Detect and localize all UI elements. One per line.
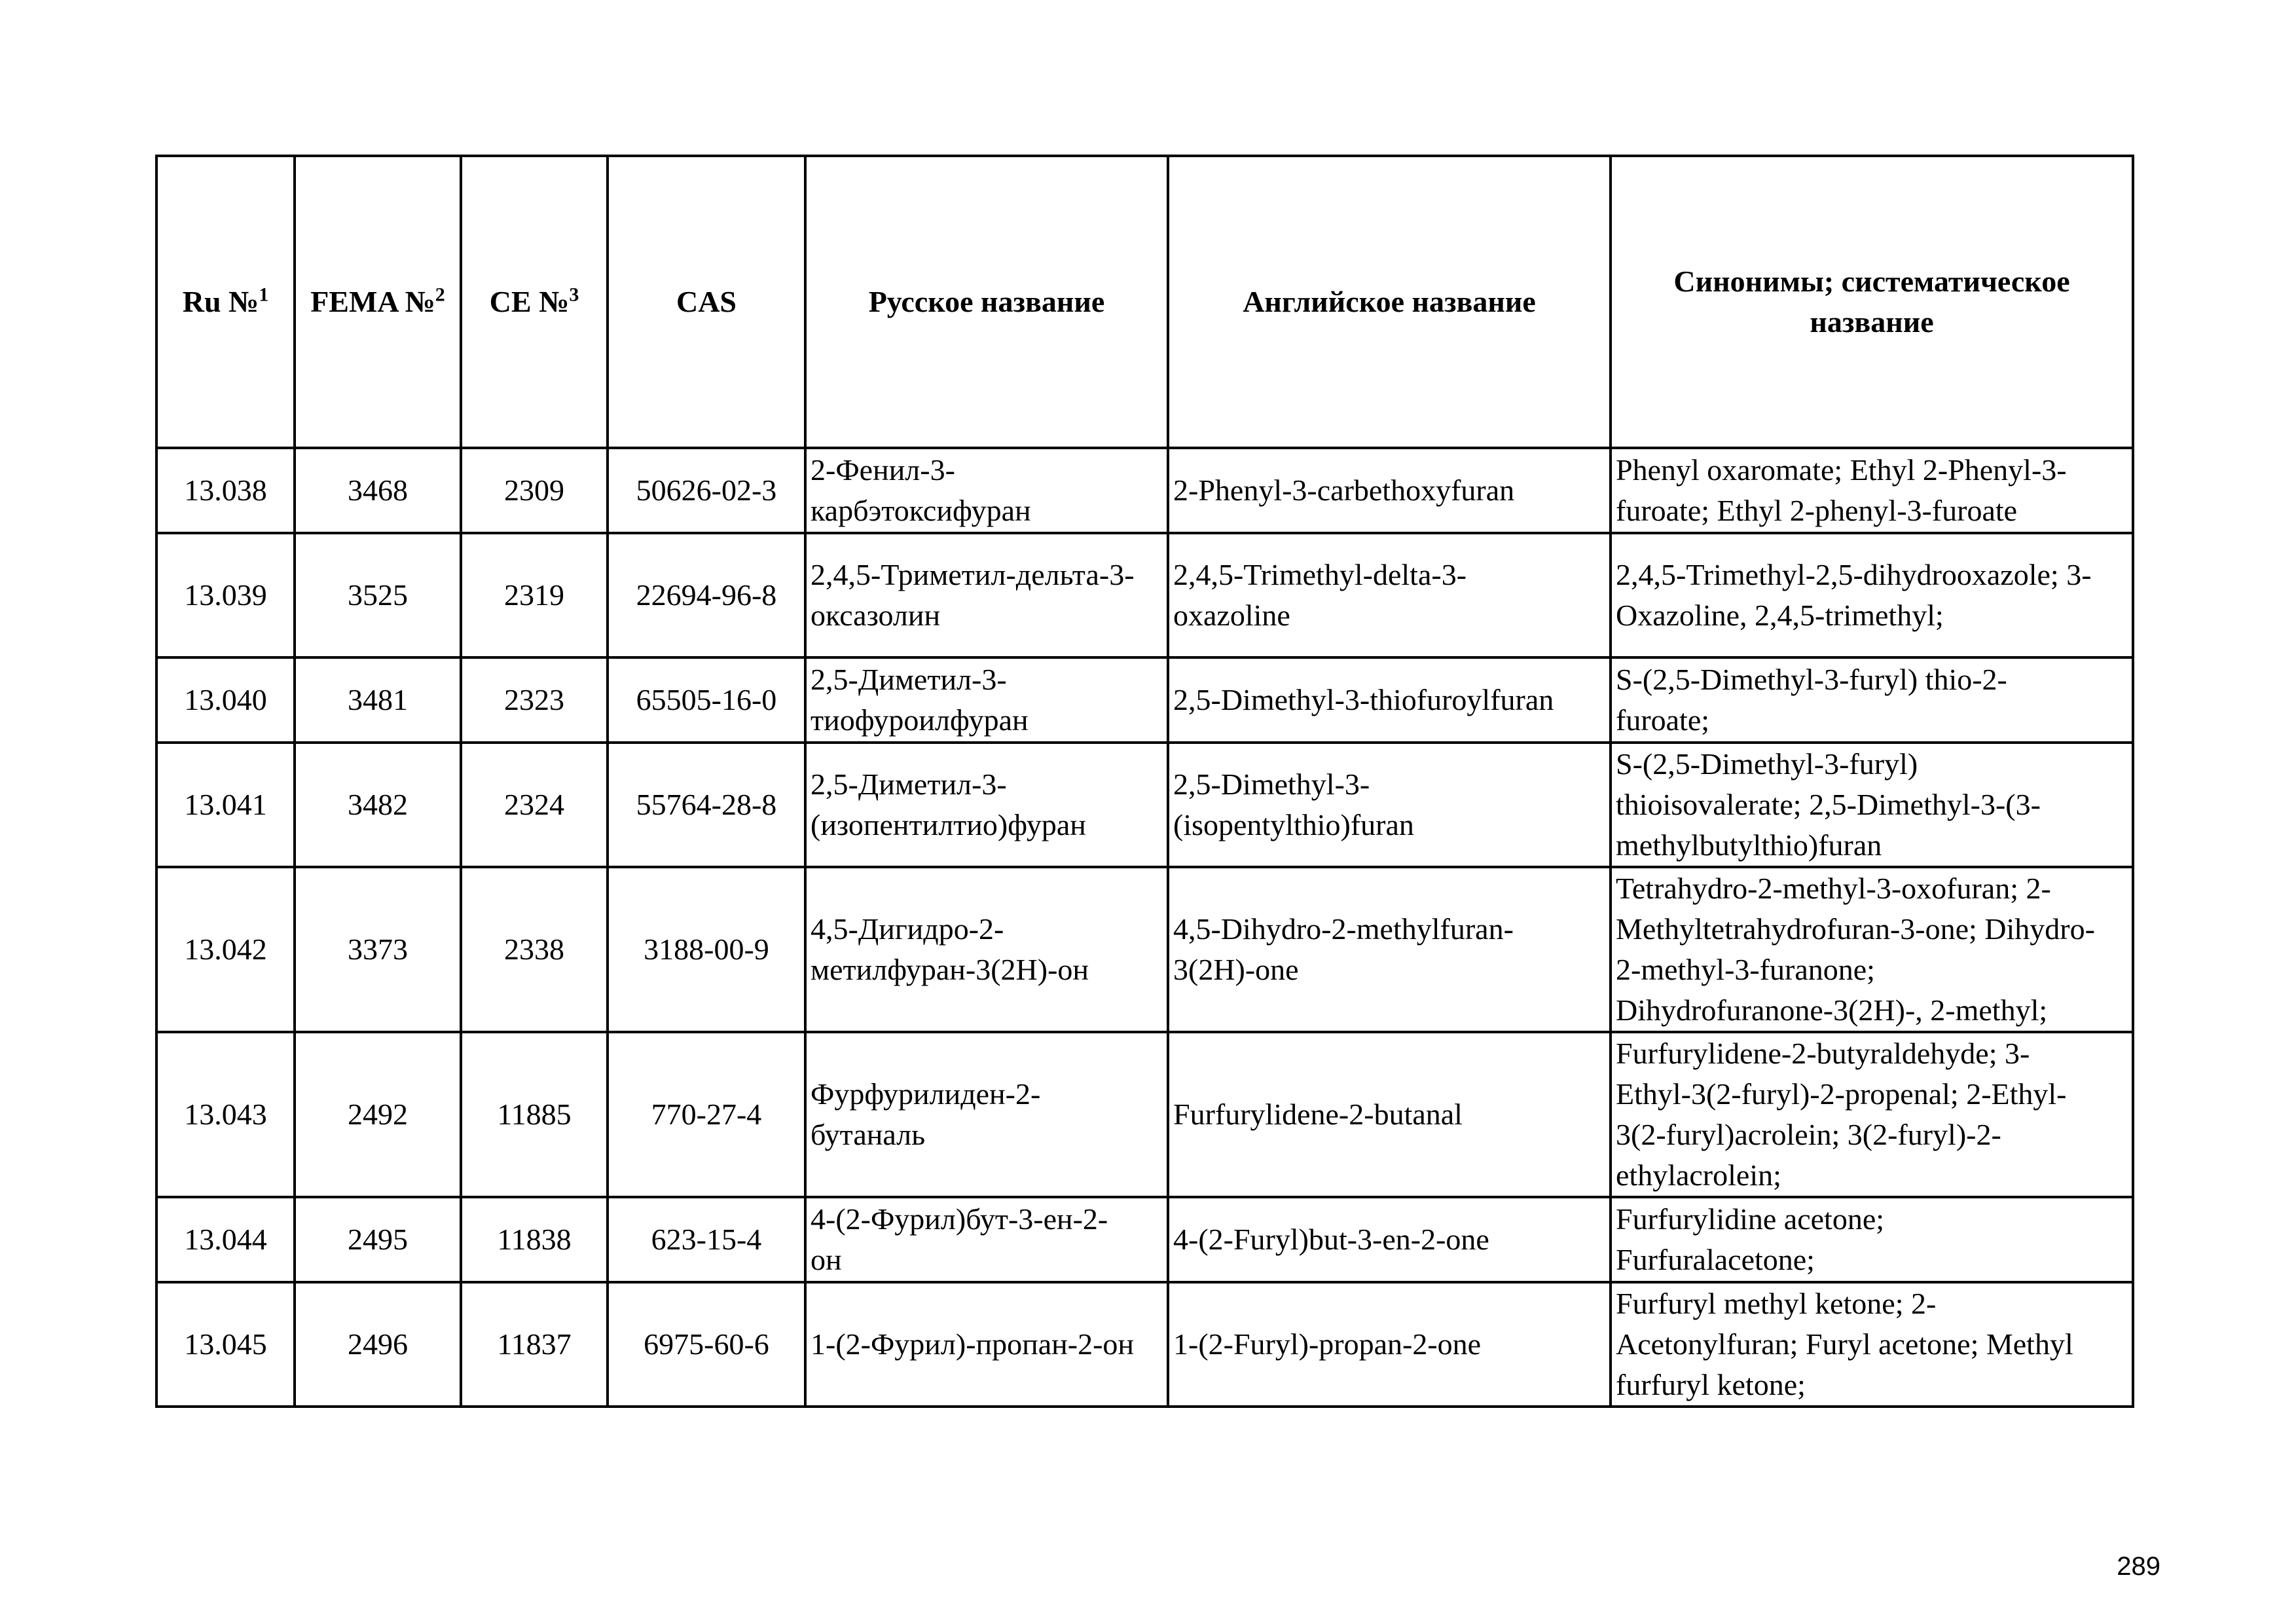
synonyms-cell — [1611, 867, 2133, 1032]
cell-text-line: thioisovalerate; 2,5-Dimethyl-3-(3- — [1616, 788, 2041, 821]
fema-no-cell: 2492 — [295, 1032, 461, 1197]
synonyms-cell — [1611, 657, 2133, 743]
cell-text-line: 2,4,5-Триметил-дельта-3- — [811, 558, 1135, 591]
ce-no-cell: 11838 — [461, 1197, 608, 1282]
fema-no-cell: 3373 — [295, 867, 461, 1032]
ce-no-cell: 2309 — [461, 448, 608, 533]
cell-text-line: 4-(2-Фурил)бут-3-ен-2- — [811, 1202, 1108, 1236]
synonyms-cell — [1611, 1197, 2133, 1282]
col-header-synonyms: Синонимы; систематическое название — [1611, 156, 2133, 448]
synonyms-cell — [1611, 448, 2133, 533]
cell-text-line: furoate; Ethyl 2-phenyl-3-furoate — [1616, 494, 2018, 527]
cell-text-line: оксазолин — [811, 599, 941, 632]
ce-no-cell: 2338 — [461, 867, 608, 1032]
cell-text-line: S-(2,5-Dimethyl-3-furyl) — [1616, 747, 1918, 781]
cas-cell: 65505-16-0 — [608, 657, 805, 743]
english-name-cell — [1168, 1197, 1611, 1282]
table-row — [156, 657, 2133, 743]
cell-text-line: (isopentylthio)furan — [1173, 808, 1414, 841]
table-row — [156, 743, 2133, 867]
russian-name-cell — [805, 533, 1168, 657]
russian-name-cell — [805, 743, 1168, 867]
col-header-ce-no: CE №$^3$ — [461, 156, 608, 448]
cell-text-line: Ethyl-3(2-furyl)-2-propenal; 2-Ethyl- — [1616, 1077, 2067, 1111]
cell-text-line: Methyltetrahydrofuran-3-one; Dihydro- — [1616, 912, 2095, 946]
cell-text-line: 2,5-Dimethyl-3- — [1173, 767, 1370, 801]
fema-no-cell: 3468 — [295, 448, 461, 533]
cell-text-line: Acetonylfuran; Furyl acetone; Methyl — [1616, 1327, 2073, 1361]
cell-text-line: 4,5-Дигидро-2- — [811, 912, 1004, 946]
cell-text-line: 4,5-Dihydro-2-methylfuran- — [1173, 912, 1514, 946]
cell-text-line: furfuryl ketone; — [1616, 1368, 1806, 1401]
cas-cell: 6975-60-6 — [608, 1282, 805, 1407]
fema-no-cell: 2495 — [295, 1197, 461, 1282]
col-header-ru-no: Ru №$^1$ — [156, 156, 295, 448]
table-row — [156, 867, 2133, 1032]
col-header-english-name: Английское название — [1168, 156, 1611, 448]
cell-text-line: 2,4,5-Trimethyl-2,5-dihydrooxazole; 3- — [1616, 558, 2092, 591]
ce-no-cell: 2323 — [461, 657, 608, 743]
russian-name-cell — [805, 448, 1168, 533]
page-number: 289 — [2117, 1552, 2160, 1581]
russian-name-cell — [805, 1282, 1168, 1407]
cell-text-line: метилфуран-3(2H)-он — [811, 953, 1089, 986]
cell-text-line: (изопентилтио)фуран — [811, 808, 1086, 841]
ru-no-cell: 13.039 — [156, 533, 295, 657]
cas-cell: 3188-00-9 — [608, 867, 805, 1032]
english-name-cell — [1168, 448, 1611, 533]
fema-no-cell: 2496 — [295, 1282, 461, 1407]
english-name-cell — [1168, 533, 1611, 657]
cell-text-line: он — [811, 1243, 842, 1276]
ru-no-cell: 13.041 — [156, 743, 295, 867]
russian-name-cell — [805, 1197, 1168, 1282]
table-row — [156, 1282, 2133, 1407]
cell-text-line: 2,5-Dimethyl-3-thiofuroylfuran — [1173, 683, 1554, 716]
ce-no-cell: 11837 — [461, 1282, 608, 1407]
col-header-cas: CAS — [608, 156, 805, 448]
cell-text-line: бутаналь — [811, 1118, 926, 1151]
cas-cell: 770-27-4 — [608, 1032, 805, 1197]
cell-text-line: тиофуроилфуран — [811, 703, 1029, 737]
cell-text-line: S-(2,5-Dimethyl-3-furyl) thio-2- — [1616, 663, 2007, 696]
synonyms-cell — [1611, 533, 2133, 657]
flavor-substances-table — [155, 155, 2134, 1408]
cell-text-line: 2,4,5-Trimethyl-delta-3- — [1173, 558, 1467, 591]
cas-cell: 623-15-4 — [608, 1197, 805, 1282]
cell-text-line: 1-(2-Фурил)-пропан-2-он — [811, 1327, 1135, 1361]
cell-text-line: 2,5-Диметил-3- — [811, 663, 1007, 696]
synonyms-cell — [1611, 1032, 2133, 1197]
ru-no-cell: 13.038 — [156, 448, 295, 533]
cell-text-line: Furfuralacetone; — [1616, 1243, 1815, 1276]
russian-name-cell — [805, 657, 1168, 743]
ce-no-cell: 11885 — [461, 1032, 608, 1197]
ru-no-cell: 13.040 — [156, 657, 295, 743]
col-header-russian-name: Русское название — [805, 156, 1168, 448]
english-name-cell — [1168, 867, 1611, 1032]
ce-no-cell: 2324 — [461, 743, 608, 867]
cas-cell: 22694-96-8 — [608, 533, 805, 657]
cell-text-line: Dihydrofuranone-3(2H)-, 2-methyl; — [1616, 993, 2048, 1027]
ru-no-cell: 13.045 — [156, 1282, 295, 1407]
ce-no-cell: 2319 — [461, 533, 608, 657]
english-name-cell — [1168, 657, 1611, 743]
cell-text-line: 2,5-Диметил-3- — [811, 767, 1007, 801]
russian-name-cell — [805, 867, 1168, 1032]
ru-no-cell: 13.042 — [156, 867, 295, 1032]
col-header-fema-no: FEMA №$^2$ — [295, 156, 461, 448]
table-row — [156, 1032, 2133, 1197]
cell-text-line: Furfurylidene-2-butyraldehyde; 3- — [1616, 1037, 2030, 1070]
fema-no-cell: 3481 — [295, 657, 461, 743]
cell-text-line: Furfurylidene-2-butanal — [1173, 1098, 1463, 1131]
ru-no-cell: 13.043 — [156, 1032, 295, 1197]
cell-text-line: methylbutylthio)furan — [1616, 828, 1882, 862]
cell-text-line: oxazoline — [1173, 599, 1290, 632]
fema-no-cell: 3482 — [295, 743, 461, 867]
cell-text-line: Furfurylidine acetone; — [1616, 1202, 1885, 1236]
table-row — [156, 448, 2133, 533]
cell-text-line: Phenyl oxaromate; Ethyl 2-Phenyl-3- — [1616, 453, 2067, 487]
cell-text-line: 2-Фенил-3- — [811, 453, 955, 487]
cell-text-line: 4-(2-Furyl)but-3-en-2-one — [1173, 1223, 1489, 1256]
cell-text-line: 1-(2-Furyl)-propan-2-one — [1173, 1327, 1482, 1361]
russian-name-cell — [805, 1032, 1168, 1197]
cell-text-line: Фурфурилиден-2- — [811, 1077, 1041, 1111]
english-name-cell — [1168, 1032, 1611, 1197]
fema-no-cell: 3525 — [295, 533, 461, 657]
cell-text-line: 2-Phenyl-3-carbethoxyfuran — [1173, 473, 1515, 507]
synonyms-cell — [1611, 743, 2133, 867]
cas-cell: 55764-28-8 — [608, 743, 805, 867]
cell-text-line: карбэтоксифуран — [811, 494, 1031, 527]
cell-text-line: 3(2H)-one — [1173, 953, 1299, 986]
cell-text-line: 3(2-furyl)acrolein; 3(2-furyl)-2- — [1616, 1118, 2001, 1151]
header-row — [156, 156, 2133, 448]
cell-text-line: Tetrahydro-2-methyl-3-oxofuran; 2- — [1616, 872, 2051, 905]
table-row — [156, 533, 2133, 657]
synonyms-cell — [1611, 1282, 2133, 1407]
english-name-cell — [1168, 743, 1611, 867]
cell-text-line: ethylacrolein; — [1616, 1158, 1781, 1192]
cell-text-line: Furfuryl methyl ketone; 2- — [1616, 1287, 1937, 1320]
cell-text-line: furoate; — [1616, 703, 1710, 737]
cell-text-line: 2-methyl-3-furanone; — [1616, 953, 1875, 986]
table-row — [156, 1197, 2133, 1282]
cas-cell: 50626-02-3 — [608, 448, 805, 533]
ru-no-cell: 13.044 — [156, 1197, 295, 1282]
english-name-cell — [1168, 1282, 1611, 1407]
cell-text-line: Oxazoline, 2,4,5-trimethyl; — [1616, 599, 1944, 632]
